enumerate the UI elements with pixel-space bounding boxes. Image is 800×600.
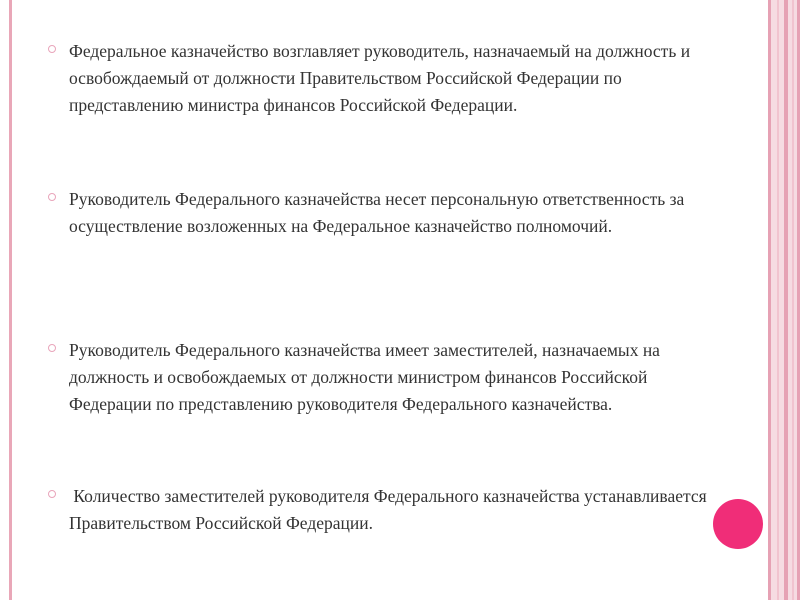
right-stripe-line	[768, 0, 771, 600]
bullet-text: Руководитель Федерального казначейства несет персональную ответственность за осуществление возложенных на Федеральное казначейство полномочий.	[69, 189, 685, 236]
circle-bullet-icon	[48, 193, 56, 201]
circle-bullet-icon	[48, 344, 56, 352]
right-stripe-line	[777, 0, 779, 600]
decorative-pink-circle	[713, 499, 763, 549]
left-decorative-stripe	[9, 0, 12, 600]
right-stripe-line	[792, 0, 794, 600]
circle-bullet-icon	[48, 45, 56, 53]
circle-bullet-icon	[48, 490, 56, 498]
bullet-text: Количество заместителей руководителя Федерального казначейства устанавливается Правительством Российской Федерации.	[69, 486, 712, 533]
bullet-text: Федеральное казначейство возглавляет руководитель, назначаемый на должность и освобождаемый от должности Правительством Российской Федерации по представлению министра финансов Российской Федерации.	[69, 41, 691, 115]
right-stripe-line	[784, 0, 788, 600]
bullet-text: Руководитель Федерального казначейства имеет заместителей, назначаемых на должность и освобождаемых от должности министром финансов Российской Федерации по представлению руководителя Федерального казначейства.	[69, 340, 660, 414]
